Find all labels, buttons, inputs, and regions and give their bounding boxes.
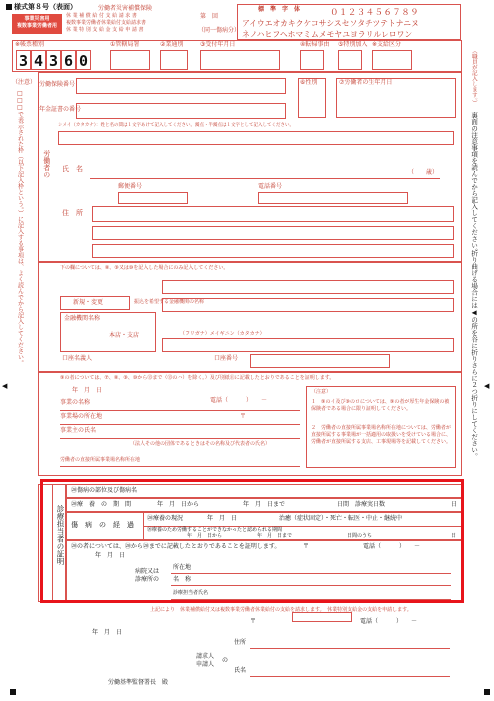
footer-postal: 〒: [250, 618, 257, 625]
registration-mark-bottom-left: [10, 689, 16, 695]
form-type-digit-5: 0: [76, 50, 91, 70]
worker-name-line: [90, 178, 440, 179]
bank-branch-input[interactable]: [162, 298, 454, 312]
transfer-label: ④転帰事由: [300, 41, 330, 48]
worker-postal-label: 郵便番号: [118, 183, 143, 190]
new-old-input[interactable]: [160, 50, 188, 70]
fold-mark-left-icon: ◀: [2, 382, 8, 390]
applicant-label-2: 申請人: [196, 661, 215, 668]
bank-name-input[interactable]: [162, 280, 454, 294]
title-insurance: 労働者災害補償保険: [98, 5, 153, 12]
medical-side-label-box: 診療担当者の証明: [52, 484, 66, 602]
left-note-text: □□□で表示された枠（以下記入枠という。）に記入する事項は、よく読んでから記入してください。: [16, 90, 24, 366]
employer-address-line: [60, 424, 300, 425]
account-holder-label: 口座名義人: [62, 355, 93, 362]
receipt-date-label: ③受付年月日: [200, 41, 236, 48]
worker-address-kana-input[interactable]: [92, 226, 454, 240]
title-same-injury: （同一傷病分）: [198, 27, 241, 34]
worker-address-input[interactable]: [92, 206, 454, 222]
applicant-suffix: の: [222, 657, 229, 664]
footer-date: 年 月 日: [92, 629, 123, 636]
worker-phone-input[interactable]: [258, 192, 408, 204]
new-change-box[interactable]: 新規・変更: [60, 296, 130, 310]
title-line-2: 複数事業労働者休業給付支給請求書: [66, 20, 147, 26]
worker-age-suffix: （ 歳）: [408, 169, 439, 176]
footer-name-line: [250, 676, 450, 677]
new-old-label: ②業通別: [160, 41, 184, 48]
transfer-input[interactable]: [300, 50, 324, 70]
claim-statement: 上記により 休業補償給付又は複数事業労働者休業給付の支給を請求します。 休業特別支給金の支給を申請します。: [150, 607, 412, 613]
footer-phone: 電話（ ） －: [360, 618, 418, 625]
applicant-label-1: 請求人: [196, 653, 215, 660]
employer-owner-label: 事業主の氏名: [60, 427, 97, 434]
form-type-badge: 事業災害用 複数事業労働者用: [12, 14, 62, 34]
payment-category-label: ※支給区分: [372, 41, 402, 48]
footer-name-label: 氏名: [234, 667, 247, 674]
footer-code-box: [292, 612, 352, 622]
employer-phone: 電話（ ） －: [210, 397, 268, 404]
standard-chars-box: 標 準 字 体 ０１２３４５６７８９ アイウエオカキクケコサシスセソタチツテトナニヌ ネノハヒフヘホマミムメモヤユヨラリルレロワン: [237, 4, 461, 40]
account-number-input[interactable]: [250, 354, 390, 368]
footer-address-line: [250, 648, 450, 649]
fold-mark-right-icon: ◀: [484, 382, 490, 390]
office-chief: 労働基準監督署長 殿: [108, 679, 169, 686]
title-line-1: 休 業 補 償 給 付 支 給 請 求 書: [66, 13, 137, 19]
bank-name-box: 金融機関名称 本店・支店: [60, 312, 156, 352]
form-type-digit-1: 3: [16, 50, 31, 70]
employer-postal: 〒: [240, 413, 247, 420]
right-note-fold: 折り曲げる場合には◀の所を谷に折りさらに２つ折りにしてください。: [470, 250, 479, 460]
highlight-frame: [40, 479, 464, 603]
worker-side-label: 労働者の: [42, 150, 51, 178]
worker-phone-label: 電話番号: [258, 183, 283, 190]
form-type-digit-3: 3: [46, 50, 61, 70]
progress-row: 傷 病 の 経 過 ⑳療養の現況 年 月 日 治癒（症状固定）・死亡・転医・中止・継続中 ⑳療養のため労働することができなかったと認められる期間 年 月 日から 年 月 日まで 日間のうち 日: [66, 512, 462, 540]
employer-direct-biz-line: [60, 466, 300, 467]
employer-address-label: 事業場の所在地: [60, 413, 103, 420]
employer-owner-note: （法人その他の団体であるときはその名称及び代表者の氏名）: [130, 441, 271, 447]
cert-area: ⑳の者については、⑳から⑳までに記載したとおりであることを証明します。 〒 電話（ ） － 年 月 日 病院又は 診療所の 所在地 名 称 診療担当者氏名: [66, 540, 462, 602]
employer-direct-biz-label: 労働者の直接所属事業場名称所在地: [60, 457, 141, 463]
account-holder-kana-input[interactable]: [162, 338, 454, 352]
insurance-number-box: 労働保険番号: [76, 78, 286, 94]
footer-address-label: 住所: [234, 639, 247, 646]
bank-note: 下の欄については、⑧、⑨又は⑩を記入した場合にのみ記入してください。: [60, 265, 229, 271]
employer-date: 年 月 日: [72, 387, 103, 394]
form-type-digit-4: 6: [61, 50, 76, 70]
sex-box: ⑥性別: [298, 78, 326, 118]
employer-biz-name-line: [60, 410, 300, 411]
right-note-staff: （職員が記入します。）: [470, 48, 477, 106]
worker-address-label: 住 所: [62, 209, 83, 217]
right-note-read-back: 裏面の注意事項を読んでから記入してください。: [470, 112, 479, 255]
birth-date-box: ⑦労働者の生年月日: [336, 78, 456, 118]
office-input[interactable]: [110, 50, 150, 70]
worker-name-label: 氏 名: [62, 165, 83, 173]
title-line-3: 休 業 特 別 支 給 金 支 給 申 請 書: [66, 27, 144, 33]
form-number: 様式第８号（表面）: [14, 3, 77, 11]
injury-row: ⑳傷病の部位及び傷病名: [66, 484, 462, 498]
employer-owner-line: [60, 438, 300, 439]
registration-mark-top-left: [6, 4, 12, 10]
period-row: ⑳療 養 の 期 間 年 月 日から 年 月 日まで 日間 診療実日数 日: [66, 498, 462, 512]
worker-building-input[interactable]: [92, 244, 454, 258]
form-type-label: ※帳票種別: [15, 41, 45, 48]
bank-transfer-note: 振込を希望する金融機関の名称: [134, 299, 205, 305]
special-code-input[interactable]: [338, 50, 362, 70]
form-type-digit-2: 4: [31, 50, 46, 70]
worker-postal-input[interactable]: [118, 192, 188, 204]
employer-biz-name-label: 事業の名称: [60, 399, 91, 406]
kana-meigi-label: （フリガナ）メイギニン（カタカナ）: [180, 331, 265, 337]
kana-name-input[interactable]: [58, 131, 454, 145]
account-number-label: 口座番号: [214, 355, 239, 362]
title-round: 第 回: [200, 13, 219, 20]
office-label: ①管轄局署: [110, 41, 140, 48]
left-note-title: （注意）: [12, 79, 37, 86]
receipt-date-input[interactable]: [200, 50, 280, 70]
employer-note-box: （注意） １ ⑨のイ及び⑨のロについては、⑨の者が厚生年金保険の被保険者である場合に限り証明してください。 ２ 労働者の直接所属事業場名称所在地については、労働者が直接所属する事業場が一括適用の取扱いを受けている場合に、労働者が直接所属する支店、工事現場等を記載してください。: [306, 386, 456, 468]
special-code-label: ⑤特別加入: [338, 41, 368, 48]
registration-mark-bottom-right: [484, 689, 490, 695]
employer-cert-lead: ⑨の者については、⑦、⑧、⑨、⑩から⑬まで（⑬のハ）を除く。）及び別紙⑪に記載したとおりであることを証明します。: [60, 375, 335, 381]
payment-category-input[interactable]: [372, 50, 412, 70]
pension-number-box: 年金証書の番号: [76, 103, 286, 119]
kana-hint: シメイ（カタカナ）：姓と名の間は１文字あけて記入してください。濁点・半濁点は１文字として記入してください。: [58, 123, 295, 128]
